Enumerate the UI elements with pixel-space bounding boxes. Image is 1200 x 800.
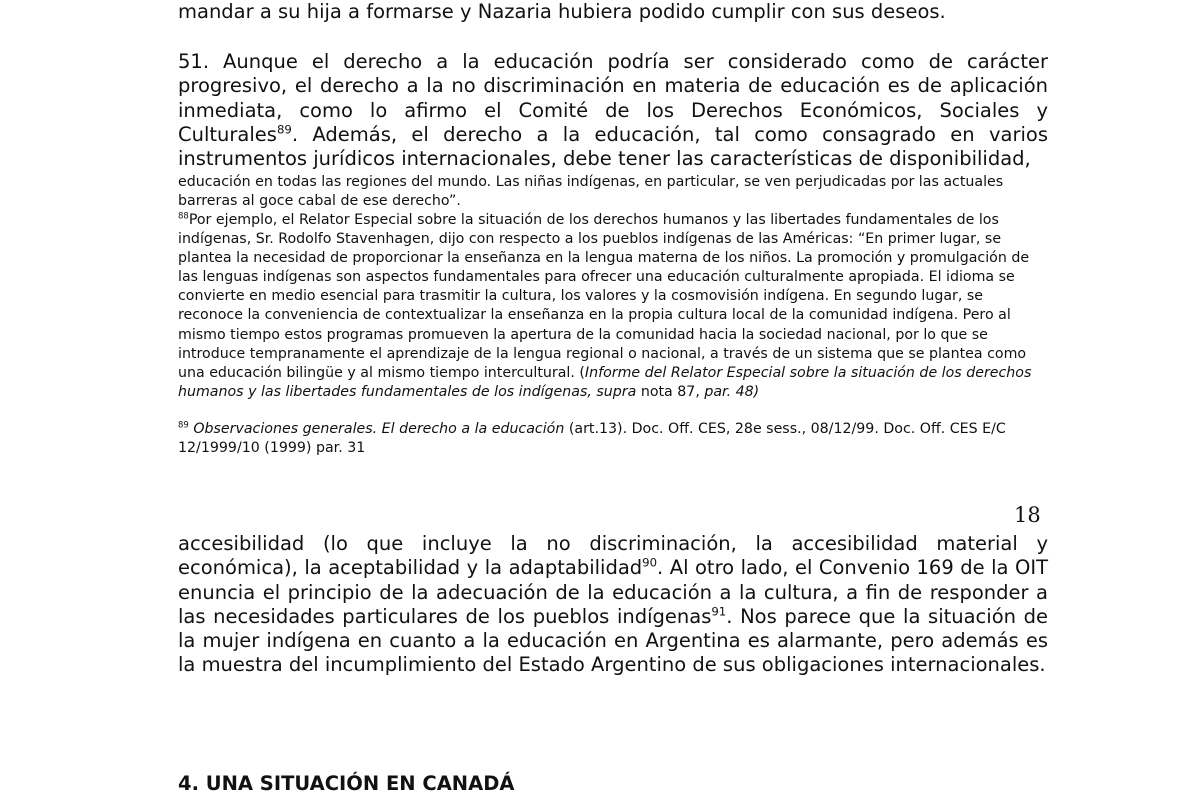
paragraph-51-text-cont: . Además, el derecho a la educación, tal como consagrado en varios instrumentos jurídicos internacionales, debe tener las características de disponibilidad, bbox=[178, 122, 1048, 171]
footnote-89-number: 89 bbox=[178, 420, 189, 431]
paragraph-cont-text-2: . Al otro lado, el Convenio 169 de la OIT enuncia el principio de la adecuación de la educación a la cultura, a fin de responder a las necesidades particulares de los pueblos indígenas bbox=[178, 556, 1048, 628]
paragraph-51-continuation bbox=[178, 532, 1048, 678]
footnote-89-title: Observaciones generales. El derecho a la educación bbox=[193, 421, 565, 437]
page-number: 18 bbox=[1014, 503, 1041, 527]
paragraph-51 bbox=[178, 50, 1048, 171]
paragraph-51-text: 51. Aunque el derecho a la educación podría ser considerado como de carácter progresivo, el derecho a la no discriminación en materia de educación es de aplicación inmediata, como lo afirmo el Comité de los Derechos Económicos, Sociales y Culturales bbox=[178, 50, 1048, 146]
footnote-88-citation: Informe del Relator Especial sobre la situación de los derechos humanos y las libertades fundamentales de los indígenas, supra bbox=[178, 364, 1032, 400]
footnote-89-text: (art.13). Doc. Off. CES, 28e sess., 08/12/99. Doc. Off. CES E/C 12/1999/10 (1999) par. 31 bbox=[178, 421, 1006, 457]
footnote-ref-90[interactable]: 90 bbox=[642, 555, 658, 570]
footnote-87-continuation: educación en todas las regiones del mundo. Las niñas indígenas, en particular, se ven perjudicadas por las actuales barreras al goce cabal de ese derecho”. bbox=[178, 174, 1004, 210]
section-heading: 4. UNA SITUACIÓN EN CANADÁ bbox=[178, 772, 515, 795]
footnote-88-number: 88 bbox=[178, 211, 189, 222]
footnote-89 bbox=[178, 420, 1048, 458]
footnote-88-text: Por ejemplo, el Relator Especial sobre la situación de los derechos humanos y las libertades fundamentales de los indígenas, Sr. Rodolfo Stavenhagen, dijo con respecto a los pueblos indígenas de las Américas: “En primer lugar, se plantea la necesidad de proporcionar la enseñanza en la lengua materna de los niños. La promoción y promulgación de las lenguas indígenas son aspectos fundamentales para ofrecer una educación culturalmente apropiada. El idioma se convierte en medio esencial para trasmitir la cultura, los valores y la cosmovisión indígena. En segundo lugar, se reconoce la conveniencia de contextualizar la enseñanza en la propia cultura local de la comunidad indígena. Pero al mismo tiempo estos programas promueven la apertura de la comunidad hacia la sociedad nacional, por lo que se introduce tempranamente el aprendizaje de la lengua regional o nacional, a través de un sistema que se plantea como una educación bilingüe y al mismo tiempo intercultural. ( bbox=[178, 212, 1030, 381]
paragraph-cont-text: accesibilidad (lo que incluye la no discriminación, la accesibilidad material y económica), la aceptabilidad y la adaptabilidad bbox=[178, 532, 1048, 580]
footnote-88-citation-par: par. 48) bbox=[704, 383, 760, 400]
paragraph-cont-text-3: . Nos parece que la situación de la mujer indígena en cuanto a la educación en Argentina es alarmante, pero además es la muestra del incumplimiento del Estado Argentino de sus obligaciones internacionales. bbox=[178, 604, 1049, 677]
footnote-88-citation-tail: nota 87, bbox=[636, 383, 705, 400]
footnote-88 bbox=[178, 211, 1048, 402]
footnote-ref-91[interactable]: 91 bbox=[711, 604, 727, 619]
footnote-ref-89[interactable]: 89 bbox=[276, 122, 292, 137]
previous-paragraph-end: mandar a su hija a formarse y Nazaria hubiera podido cumplir con sus deseos. bbox=[178, 0, 946, 23]
